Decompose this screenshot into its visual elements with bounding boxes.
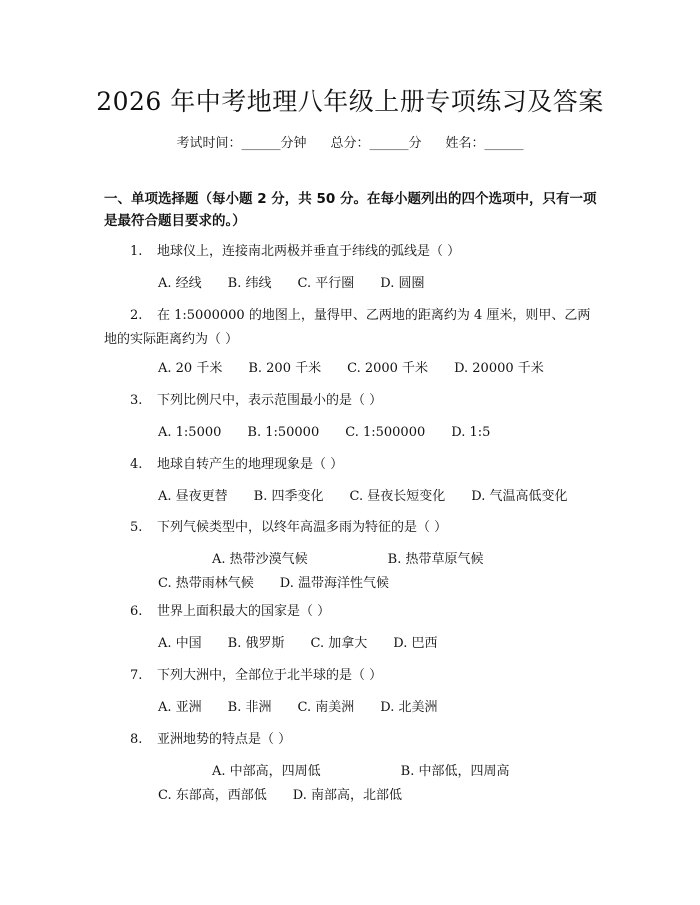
option-d: D. 20000 千米 bbox=[454, 361, 544, 376]
question-6 bbox=[104, 600, 602, 624]
option-c: C. 南美洲 bbox=[297, 700, 355, 715]
question-5 bbox=[104, 516, 602, 540]
option-b: B. 中部低，四周高 bbox=[400, 764, 510, 779]
option-b: B. 非洲 bbox=[227, 700, 272, 715]
question-number: 8. bbox=[130, 732, 143, 747]
student-name-field: 姓名：______ bbox=[445, 136, 524, 151]
question-2 bbox=[104, 304, 602, 352]
question-text: 亚洲地势的特点是（ ） bbox=[157, 732, 292, 747]
page-title: 2026 年中考地理八年级上册专项练习及答案 bbox=[96, 87, 604, 116]
option-b: B. 俄罗斯 bbox=[227, 636, 285, 651]
question-number: 6. bbox=[130, 604, 143, 619]
question-text: 世界上面积最大的国家是（ ） bbox=[157, 604, 331, 619]
question-3 bbox=[104, 389, 602, 413]
question-2-options bbox=[104, 357, 602, 381]
exam-info-line bbox=[0, 132, 700, 151]
option-a: A. 亚洲 bbox=[158, 700, 202, 715]
question-number: 5. bbox=[130, 520, 143, 535]
question-text: 下列大洲中，全部位于北半球的是（ ） bbox=[157, 668, 383, 683]
question-6-options bbox=[104, 632, 602, 656]
question-1-options bbox=[104, 272, 602, 296]
option-d: D. 圆圈 bbox=[380, 276, 425, 291]
option-b: B. 200 千米 bbox=[248, 361, 322, 376]
option-a: A. 1:5000 bbox=[158, 425, 222, 440]
total-score-field: 总分：______分 bbox=[330, 136, 422, 151]
question-7 bbox=[104, 664, 602, 688]
question-number: 4. bbox=[130, 457, 143, 472]
question-text: 在 1:5000000 的地图上，量得甲、乙两地的距离约为 4 厘米，则甲、乙两地的实际距离约为（ ） bbox=[104, 308, 591, 347]
question-text: 地球自转产生的地理现象是（ ） bbox=[157, 457, 344, 472]
question-4 bbox=[104, 453, 602, 477]
question-number: 1. bbox=[130, 244, 143, 259]
question-text: 下列气候类型中，以终年高温多雨为特征的是（ ） bbox=[157, 520, 448, 535]
question-number: 2. bbox=[130, 308, 143, 323]
option-c: C. 加拿大 bbox=[310, 636, 368, 651]
question-5-options bbox=[104, 548, 602, 596]
question-8-options bbox=[104, 760, 602, 808]
question-8 bbox=[104, 728, 602, 752]
option-d: D. 气温高低变化 bbox=[471, 489, 568, 504]
option-d: D. 巴西 bbox=[393, 636, 438, 651]
option-b: B. 纬线 bbox=[227, 276, 272, 291]
option-a: A. 昼夜更替 bbox=[158, 489, 228, 504]
option-a: A. 中部高，四周低 bbox=[212, 764, 321, 779]
question-1 bbox=[104, 240, 602, 264]
option-a: A. 20 千米 bbox=[158, 361, 223, 376]
question-3-options bbox=[104, 421, 602, 445]
option-b: B. 四季变化 bbox=[253, 489, 324, 504]
option-c: C. 昼夜长短变化 bbox=[349, 489, 446, 504]
section-heading: 一、单项选择题（每小题 2 分，共 50 分。在每小题列出的四个选项中，只有一项是最符合题目要求的。） bbox=[104, 191, 597, 229]
option-d: D. 温带海洋性气候 bbox=[279, 576, 389, 591]
option-c: C. 2000 千米 bbox=[347, 361, 429, 376]
option-a: A. 经线 bbox=[158, 276, 202, 291]
option-d: D. 南部高，北部低 bbox=[292, 788, 402, 803]
question-number: 7. bbox=[130, 668, 143, 683]
exam-time-field: 考试时间：______分钟 bbox=[176, 136, 307, 151]
option-a: A. 中国 bbox=[158, 636, 202, 651]
option-a: A. 热带沙漠气候 bbox=[212, 552, 308, 567]
option-c: C. 平行圈 bbox=[297, 276, 355, 291]
question-text: 下列比例尺中，表示范围最小的是（ ） bbox=[157, 393, 383, 408]
option-c: C. 东部高，西部低 bbox=[158, 788, 267, 803]
option-d: D. 北美洲 bbox=[380, 700, 438, 715]
question-7-options bbox=[104, 696, 602, 720]
option-b: B. 热带草原气候 bbox=[387, 552, 484, 567]
question-4-options bbox=[104, 485, 602, 509]
option-c: C. 热带雨林气候 bbox=[158, 576, 254, 591]
option-d: D. 1:5 bbox=[451, 425, 491, 440]
question-number: 3. bbox=[130, 393, 143, 408]
option-b: B. 1:50000 bbox=[247, 425, 320, 440]
question-text: 地球仪上，连接南北两极并垂直于纬线的弧线是（ ） bbox=[157, 244, 461, 259]
option-c: C. 1:500000 bbox=[345, 425, 426, 440]
